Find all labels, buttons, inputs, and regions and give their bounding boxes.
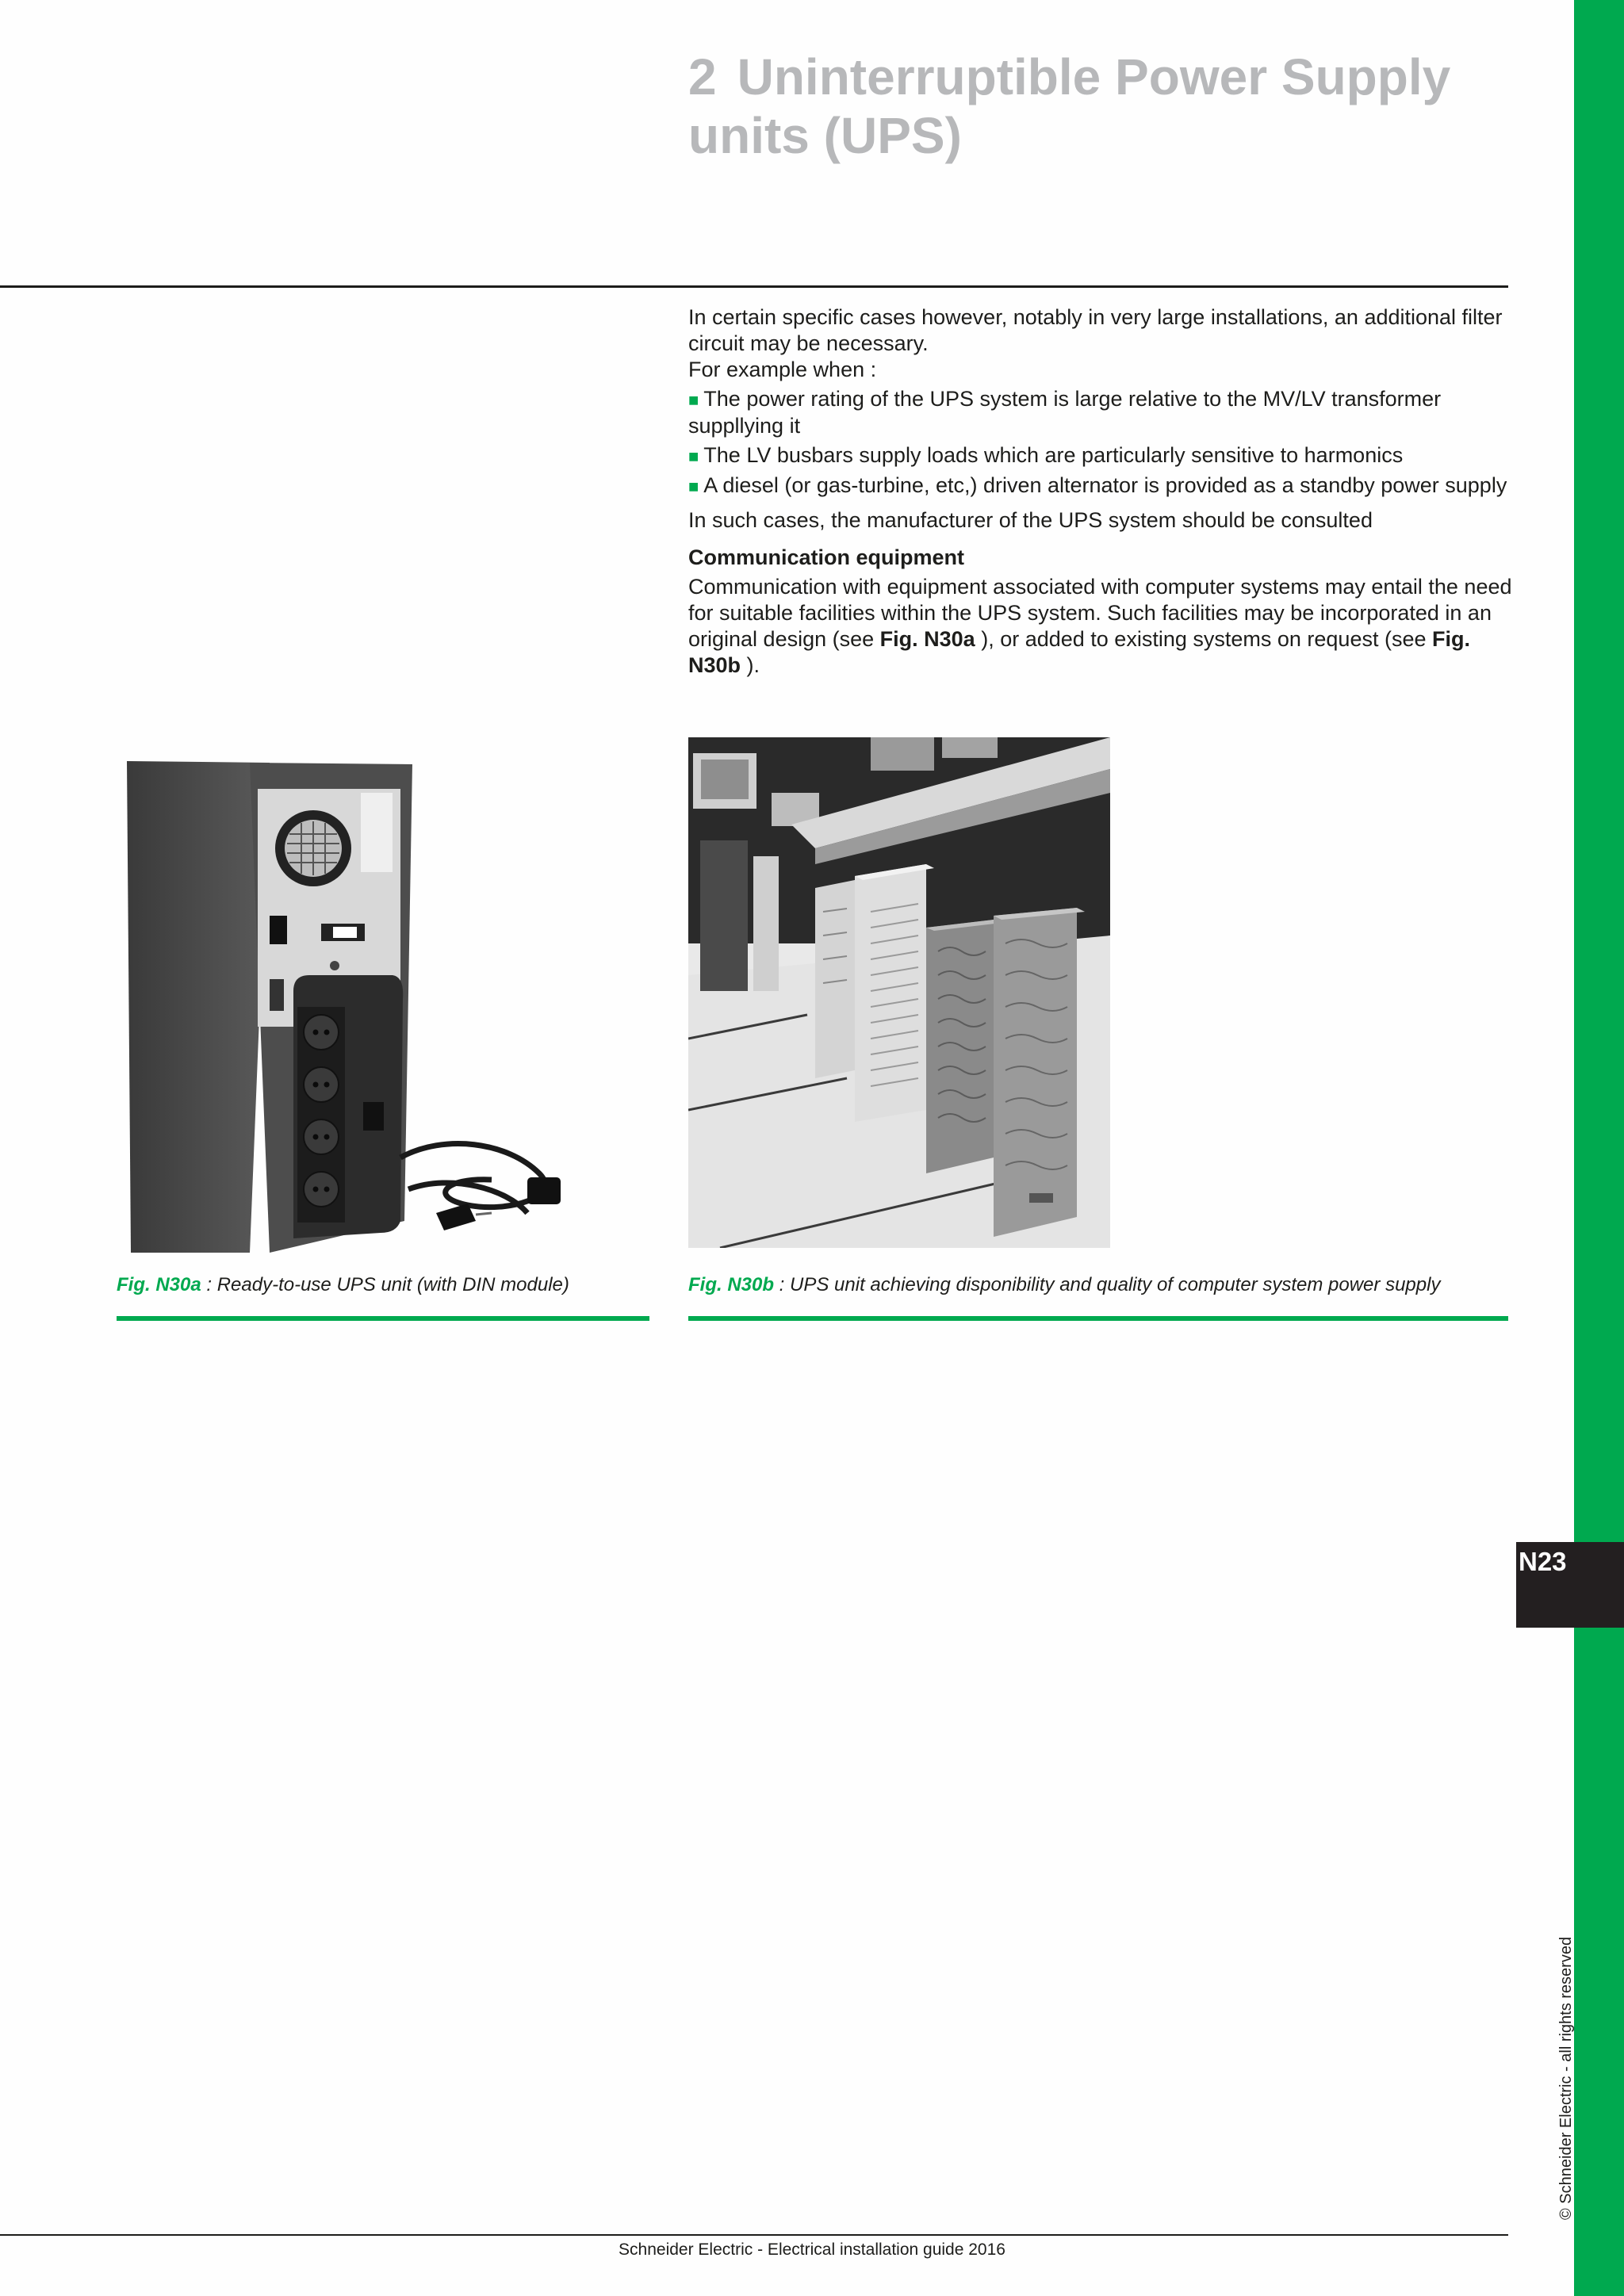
- figure-a-caption-rule: [117, 1316, 649, 1321]
- square-bullet-icon: ■: [688, 446, 699, 466]
- square-bullet-icon: ■: [688, 476, 699, 496]
- list-item: ■ The power rating of the UPS system is large relative to the MV/LV transformer suppllying it: [688, 387, 1442, 438]
- footer-divider: [0, 2234, 1508, 2236]
- figure-b-label: Fig. N30b: [688, 1274, 775, 1295]
- subheading: Communication equipment: [688, 545, 965, 569]
- figure-b-caption: Fig. N30b : UPS unit achieving disponibility and quality of computer system power supply: [688, 1274, 1441, 1295]
- figure-ref-b[interactable]: Fig. N30b: [688, 627, 1470, 677]
- paragraph-consult: In such cases, the manufacturer of the UPS system should be consulted: [688, 508, 1373, 532]
- figure-a-label: Fig. N30a: [117, 1274, 201, 1295]
- header-divider: [0, 285, 1508, 288]
- paragraph-communication: Communication with equipment associated with computer systems may entail the need for suitable facilities within the UPS system. Such facilities may be incorporated in an original design (see Fig. N30a ), or added to existing systems on request (see Fig. N30b ).: [688, 575, 1512, 677]
- section-number: 2: [688, 48, 717, 105]
- footer-text: Schneider Electric - Electrical installation guide 2016: [619, 2241, 1005, 2259]
- page-number: N23: [1519, 1547, 1567, 1576]
- paragraph-intro: In certain specific cases however, notably in very large installations, an additional filter circuit may be necessary.: [688, 305, 1503, 355]
- copyright-notice: © Schneider Electric - all rights reserved: [1557, 1936, 1575, 2220]
- figure-b-caption-rule: [688, 1316, 1508, 1321]
- ups-unit-photo: [95, 745, 587, 1253]
- section-title: Uninterruptible Power Supply units (UPS): [688, 48, 1451, 164]
- list-item: ■ The LV busbars supply loads which are particularly sensitive to harmonics: [688, 443, 1404, 467]
- list-item: ■ A diesel (or gas-turbine, etc,) driven alternator is provided as a standby power supply: [688, 473, 1507, 497]
- paragraph-example: For example when :: [688, 358, 877, 381]
- page-number-tab: [1516, 1542, 1624, 1628]
- page-title: [688, 48, 1545, 165]
- side-color-bar: [1574, 0, 1624, 2296]
- page-footer: [0, 2241, 1624, 2260]
- figure-a-caption: Fig. N30a : Ready-to-use UPS unit (with DIN module): [117, 1274, 569, 1295]
- figure-ref-a[interactable]: Fig. N30a: [879, 627, 975, 651]
- body-text: [688, 304, 1513, 679]
- computer-room-ups-photo: [688, 737, 1110, 1248]
- square-bullet-icon: ■: [688, 390, 699, 410]
